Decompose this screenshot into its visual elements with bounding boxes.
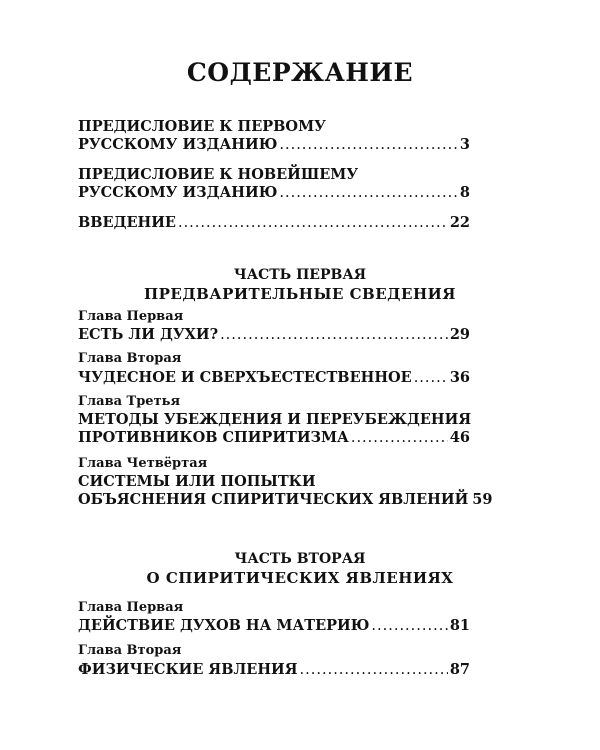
chapter-label: Глава Третья [78, 394, 181, 409]
toc-entry-chapter-1-3-line-1: МЕТОДЫ УБЕЖДЕНИЯ И ПЕРЕУБЕЖДЕНИЯ [78, 411, 472, 428]
toc-page-number: 87 [449, 661, 470, 678]
chapter-label: Глава Вторая [78, 351, 182, 366]
toc-entry-title: ЕСТЬ ЛИ ДУХИ? [78, 326, 219, 343]
toc-entry-preface-2 [78, 184, 470, 202]
toc-page-number: 29 [449, 326, 470, 343]
toc-entry-title: ВВЕДЕНИЕ [78, 214, 176, 231]
toc-entry-title: ОБЪЯСНЕНИЯ СПИРИТИЧЕСКИХ ЯВЛЕНИЙ [78, 491, 469, 508]
part-two-label: ЧАСТЬ ВТОРАЯ [234, 551, 366, 567]
toc-page-number: 36 [449, 369, 470, 386]
dot-leader [279, 136, 458, 154]
toc-page-number: 59 [472, 491, 493, 508]
dot-leader [279, 184, 458, 202]
toc-entry-preface-1-line-1: ПРЕДИСЛОВИЕ К ПЕРВОМУ [78, 118, 326, 135]
toc-entry-introduction [78, 214, 470, 232]
toc-entry-title: ДЕЙСТВИЕ ДУХОВ НА МАТЕРИЮ [78, 617, 370, 634]
toc-entry-title: РУССКОМУ ИЗДАНИЮ [78, 184, 278, 201]
toc-entry-preface-1 [78, 136, 470, 154]
toc-entry-chapter-2-2 [78, 661, 470, 679]
dot-leader [371, 617, 447, 635]
toc-page-number: 46 [449, 429, 470, 446]
toc-entry-chapter-2-1 [78, 617, 470, 635]
toc-entry-title: РУССКОМУ ИЗДАНИЮ [78, 136, 278, 153]
toc-entry-title: ПРОТИВНИКОВ СПИРИТИЗМА [78, 429, 349, 446]
chapter-label: Глава Первая [78, 600, 184, 615]
toc-page-number: 3 [459, 136, 470, 153]
dot-leader [414, 369, 448, 387]
part-two-title: О СПИРИТИЧЕСКИХ ЯВЛЕНИЯХ [146, 569, 454, 587]
part-one-label: ЧАСТЬ ПЕРВАЯ [233, 267, 367, 283]
toc-entry-chapter-1-3 [78, 429, 470, 447]
toc-entry-chapter-1-1 [78, 326, 470, 344]
toc-page-number: 81 [449, 617, 470, 634]
part-one-title: ПРЕДВАРИТЕЛЬНЫЕ СВЕДЕНИЯ [143, 285, 457, 303]
dot-leader [178, 214, 448, 232]
toc-entry-chapter-1-4 [78, 491, 493, 509]
toc-page-number: 22 [449, 214, 470, 231]
chapter-label: Глава Четвёртая [78, 456, 208, 471]
dot-leader [300, 661, 448, 679]
toc-page-number: 8 [459, 184, 470, 201]
toc-entry-title: ФИЗИЧЕСКИЕ ЯВЛЕНИЯ [78, 661, 298, 678]
dot-leader [351, 429, 448, 447]
toc-entry-title: ЧУДЕСНОЕ И СВЕРХЪЕСТЕСТВЕННОЕ [78, 369, 412, 386]
chapter-label: Глава Первая [78, 309, 184, 324]
page-title: СОДЕРЖАНИЕ [186, 58, 414, 87]
chapter-label: Глава Вторая [78, 643, 182, 658]
toc-entry-preface-2-line-1: ПРЕДИСЛОВИЕ К НОВЕЙШЕМУ [78, 166, 359, 183]
dot-leader [220, 326, 448, 344]
toc-entry-chapter-1-4-line-1: СИСТЕМЫ ИЛИ ПОПЫТКИ [78, 473, 316, 490]
toc-entry-chapter-1-2 [78, 369, 470, 387]
